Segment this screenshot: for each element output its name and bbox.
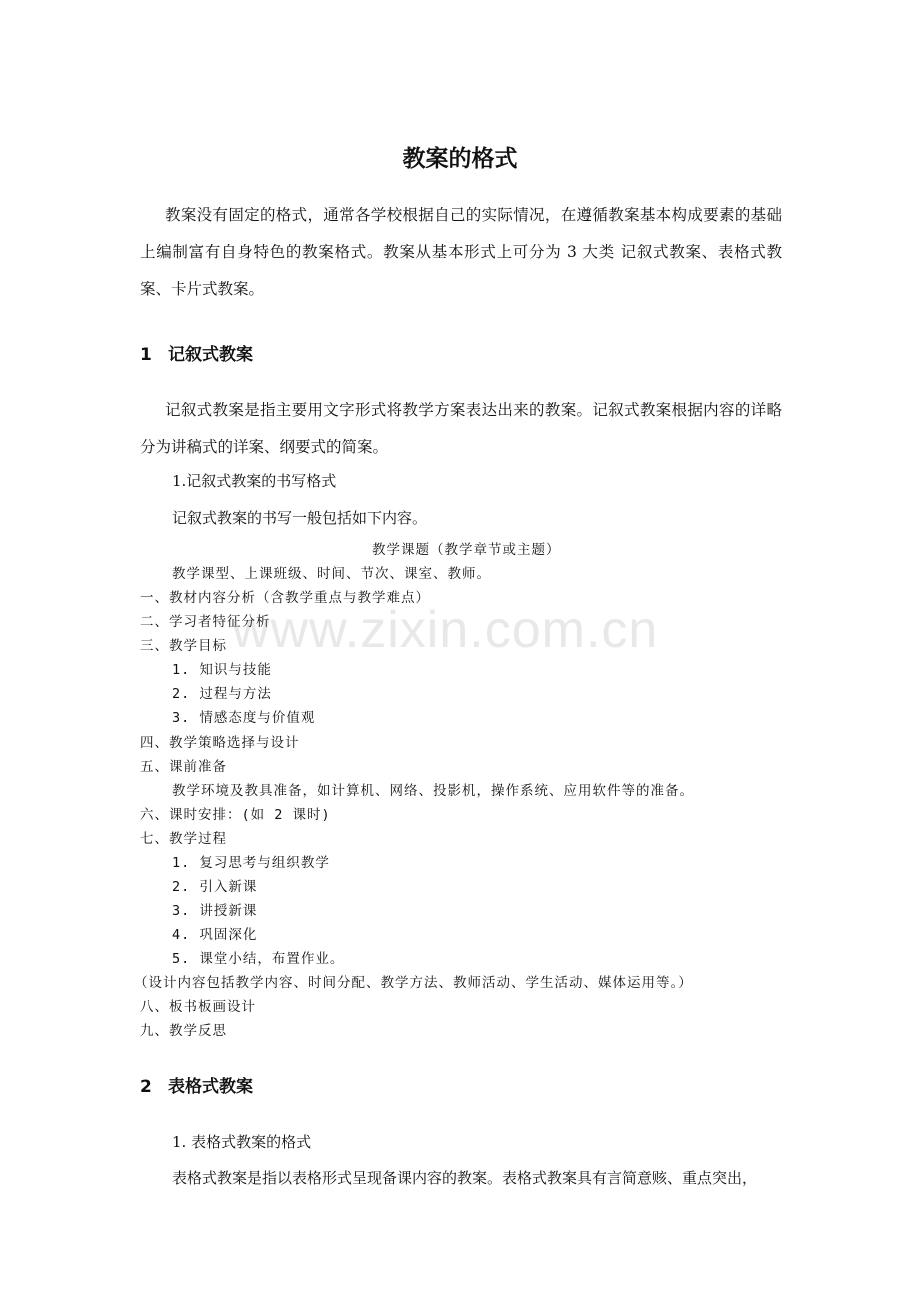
outline-item-7-sub-3: 3. 讲授新课 [172, 903, 258, 919]
outline-item-4: 四、教学策略选择与设计 [140, 735, 300, 751]
outline-basics: 教学课型、上课班级、时间、节次、课室、教师。 [172, 566, 491, 582]
outline-item-7-sub-4: 4. 巩固深化 [172, 927, 258, 943]
outline-item-7-sub-5: 5. 课堂小结，布置作业。 [172, 951, 345, 967]
section2-paragraph: 表格式教案是指以表格形式呈现备课内容的教案。表格式教案具有言简意赅、重点突出， [172, 1169, 758, 1187]
section2-heading-text: 表格式教案 [168, 1077, 253, 1097]
outline-item-7-note: （设计内容包括教学内容、时间分配、教学方法、教师活动、学生活动、媒体运用等。） [134, 975, 693, 991]
section1-paragraph: 记叙式教案是指主要用文字形式将教学方案表达出来的教案。记叙式教案根据内容的详略分为讲稿式的详案、纲要式的简案。 [140, 401, 782, 456]
outline-item-3: 三、教学目标 [140, 638, 227, 654]
section2-heading [140, 1072, 253, 1097]
section1-sub-heading: 1.记叙式教案的书写格式 [172, 472, 337, 490]
outline-item-7-sub-1: 1. 复习思考与组织教学 [172, 855, 330, 871]
outline-item-5: 五、课前准备 [140, 759, 227, 775]
outline-item-6: 六、课时安排：(如 2 课时) [140, 807, 331, 823]
outline-item-3-sub-1: 1. 知识与技能 [172, 662, 272, 678]
outline-item-3-sub-2: 2. 过程与方法 [172, 686, 272, 702]
section1-heading [140, 340, 253, 365]
outline-item-8: 八、板书板画设计 [140, 999, 256, 1015]
outline-item-2: 二、学习者特征分析 [140, 614, 271, 630]
watermark: www.zixin.com.cn [232, 601, 659, 659]
outline-topic: 教学课题（教学章节或主题） [372, 542, 561, 558]
section2-sub-heading: 1. 表格式教案的格式 [172, 1133, 312, 1151]
outline-item-1: 一、教材内容分析（含教学重点与教学难点） [140, 590, 430, 606]
page-title: 教案的格式 [402, 146, 518, 172]
outline-item-5-detail: 教学环境及教具准备，如计算机、网络、投影机，操作系统、应用软件等的准备。 [172, 783, 694, 799]
outline-item-7-sub-2: 2. 引入新课 [172, 879, 258, 895]
outline-item-9: 九、教学反思 [140, 1023, 227, 1039]
section1-heading-text: 记叙式教案 [168, 345, 253, 365]
outline-item-3-sub-3: 3. 情感态度与价值观 [172, 710, 316, 726]
section1-sub-intro: 记叙式教案的书写一般包括如下内容。 [172, 509, 428, 527]
section2-number: 2 [140, 1077, 152, 1097]
section1-number: 1 [140, 345, 152, 365]
outline-item-7: 七、教学过程 [140, 831, 227, 847]
intro-paragraph: 教案没有固定的格式，通常各学校根据自己的实际情况，在遵循教案基本构成要素的基础上编制富有自身特色的教案格式。教案从基本形式上可分为 3 大类 记叙式教案、表格式教案、卡片式教案。 [140, 206, 782, 298]
